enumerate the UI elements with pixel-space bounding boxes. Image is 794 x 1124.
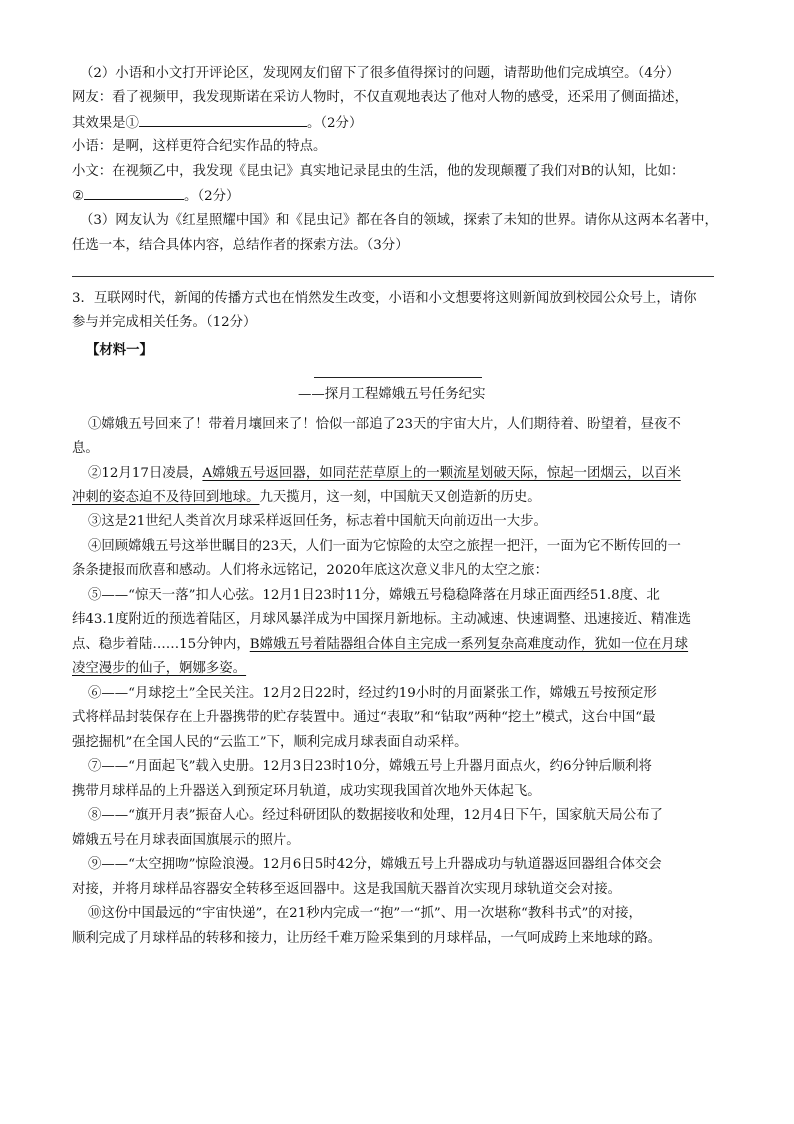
paragraph-2b — [72, 488, 724, 508]
answer-blank-2[interactable] — [84, 186, 184, 200]
paragraph-5c — [72, 635, 724, 655]
paragraph-10b: 顺利完成了月球样品的转移和接力，让历经千难万险采集到的月球样品，一气呵成跨上来地球的路。 — [72, 931, 662, 946]
underlined-sentence-b-end: 凌空漫步的仙子，婀娜多姿。 — [72, 661, 247, 676]
underlined-sentence-a: A嫦娥五号返回器，如同茫茫草原上的一颗流星划破天际，惊起一团烟云，以百米 — [202, 466, 681, 481]
paragraph-9a: ⑨——“太空拥吻”惊险浪漫。12月6日5时42分，嫦娥五号上升器成功与轨道器返回器组合体交会 — [88, 857, 662, 872]
q3-line-2: 任选一本，结合具体内容，总结作者的探索方法。（3分） — [72, 238, 409, 253]
xiaowen-line-2-suffix: 。（2分） — [184, 189, 240, 204]
xiaowen-line-1: 小文：在视频乙中，我发现《昆虫记》真实地记录昆虫的生活，他的发现颠覆了我们对B的认知，比如： — [72, 164, 685, 179]
paragraph-7a: ⑦——“月面起飞”载入史册。12月3日23时10分，嫦娥五号上升器月面点火，约6分钟后顺利将 — [88, 759, 652, 774]
netizen-line-2 — [72, 113, 724, 134]
xiaoyu-line: 小语：是啊，这样更符合纪实作品的特点。 — [72, 139, 327, 154]
task3-line-1: 3．互联网时代，新闻的传播方式也在悄然发生改变，小语和小文想要将这则新闻放到校园公众号上，请你 — [72, 291, 697, 306]
material-label: 【材料一】 — [86, 342, 153, 358]
underlined-sentence-b: B嫦娥五号着陆器组合体自主完成一系列复杂高难度动作，犹如一位在月球 — [249, 637, 689, 652]
article-subtitle: ——探月工程嫦娥五号任务纪实 — [298, 387, 486, 402]
netizen-line-2-prefix: 其效果是① — [72, 116, 139, 131]
paragraph-6a: ⑥——“月球挖土”全民关注。12月2日22时，经过约19小时的月面紧张工作，嫦娥五号按预定形 — [88, 686, 657, 701]
paragraph-1b: 息。 — [72, 441, 99, 456]
paragraph-2a — [88, 464, 740, 484]
xiaowen-line-2-prefix: ② — [72, 189, 85, 204]
paragraph-3: ③这是21世纪人类首次月球采样返回任务，标志着中国航天向前迈出一大步。 — [88, 514, 547, 529]
paragraph-7b: 携带月球样品的上升器送入到预定环月轨道，成功实现我国首次地外天体起飞。 — [72, 784, 541, 799]
underlined-sentence-a-end: 冲刺的姿态迫不及待回到地球。 — [72, 490, 260, 505]
paragraph-5c-plain: 点、稳步着陆……15分钟内， — [72, 637, 250, 652]
q2-intro: （2）小语和小文打开评论区，发现网友们留下了很多值得探讨的问题，请帮助他们完成填空。（4分） — [80, 66, 680, 81]
task3-line-2: 参与并完成相关任务。（12分） — [72, 315, 257, 330]
netizen-line-1: 网友：看了视频甲，我发现斯诺在采访人物时，不仅直观地表达了他对人物的感受，还采用了侧面描述， — [72, 90, 688, 105]
title-rule — [314, 377, 482, 378]
paragraph-5a: ⑤——“惊天一落”扣人心弦。12月1日23时11分，嫦娥五号稳稳降落在月球正面西经51.8度、北 — [88, 588, 660, 603]
netizen-line-2-suffix: 。（2分） — [306, 116, 363, 131]
paragraph-10a: ⑩这份中国最远的“宇宙快递”，在21秒内完成一“抱”一“抓”、用一次堪称“教科书式”的对接， — [88, 906, 642, 921]
paragraph-4a: ④回顾嫦娥五号这举世瞩目的23天，人们一面为它惊险的太空之旅捏一把汗，一面为它不断传回的一 — [88, 539, 681, 554]
answer-blank-1[interactable] — [139, 113, 307, 127]
paragraph-2b-plain: 九天揽月，这一刻，中国航天又创造新的历史。 — [259, 490, 541, 505]
paragraph-6c: 强挖掘机”在全国人民的“云监工”下，顺利完成月球表面自动采样。 — [72, 735, 468, 750]
xiaowen-line-2 — [72, 186, 724, 207]
paragraph-8b: 嫦娥五号在月球表面国旗展示的照片。 — [72, 833, 300, 848]
answer-line[interactable] — [72, 276, 714, 277]
paragraph-4b: 条条捷报而欣喜和感动。人们将永远铭记，2020年底这次意义非凡的太空之旅： — [72, 563, 548, 578]
paragraph-5d — [72, 659, 724, 679]
paragraph-2a-plain: ②12月17日凌晨， — [88, 466, 203, 481]
paragraph-5b: 纬43.1度附近的预选着陆区，月球风暴洋成为中国探月新地标。主动减速、快速调整、迅速接近、精准选 — [72, 612, 691, 627]
paragraph-6b: 式将样品封装保存在上升器携带的贮存装置中。通过“表取”和“钻取”两种“挖土”模式，这台中国“最 — [72, 710, 656, 725]
paragraph-8a: ⑧——“旗开月表”振奋人心。经过科研团队的数据接收和处理，12月4日下午，国家航天局公布了 — [88, 808, 663, 823]
paragraph-1a: ①嫦娥五号回来了！带着月壤回来了！恰似一部追了23天的宇宙大片，人们期待着、盼望着，昼夜不 — [88, 417, 681, 432]
q3-line-1: （3）网友认为《红星照耀中国》和《昆虫记》都在各自的领域，探索了未知的世界。请你从这两本名著中， — [80, 213, 718, 228]
paragraph-9b: 对接，并将月球样品容器安全转移至返回器中。这是我国航天器首次实现月球轨道交会对接。 — [72, 882, 622, 897]
